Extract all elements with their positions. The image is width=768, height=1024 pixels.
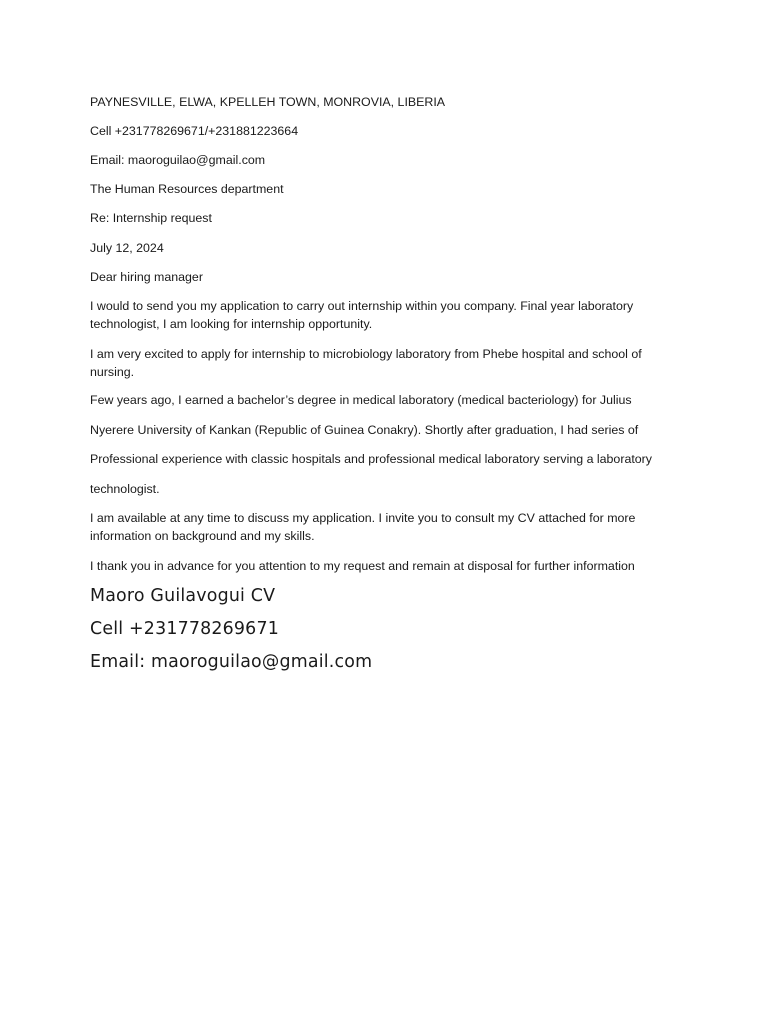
paragraph-background-line: technologist. bbox=[90, 481, 160, 496]
paragraph-background-line: Professional experience with classic hospitals and professional medical laboratory serving a laboratory bbox=[90, 452, 652, 466]
paragraph-intro: I would to send you my application to carry out internship within you company. Final year laboratory technologist, I am looking for internship opportunity. bbox=[90, 299, 634, 331]
paragraph-background bbox=[90, 386, 680, 504]
sender-email: Email: maoroguilao@gmail.com bbox=[90, 153, 266, 167]
cv-cell: Cell +231778269671 bbox=[90, 619, 279, 639]
sender-cell: Cell +231778269671/+231881223664 bbox=[90, 124, 299, 138]
sender-address: PAYNESVILLE, ELWA, KPELLEH TOWN, MONROVIA, LIBERIA bbox=[90, 95, 446, 109]
subject-line: Re: Internship request bbox=[90, 211, 212, 225]
paragraph-availability: I am available at any time to discuss my application. I invite you to consult my CV attached for more information on background and my skills. bbox=[90, 511, 636, 543]
recipient: The Human Resources department bbox=[90, 182, 284, 196]
letter-date: July 12, 2024 bbox=[90, 241, 164, 255]
paragraph-motivation: I am very excited to apply for internship to microbiology laboratory from Phebe hospital and school of nursing. bbox=[90, 347, 642, 379]
paragraph-background-line: Few years ago, I earned a bachelor’s degree in medical laboratory (medical bacteriology) for Julius bbox=[90, 393, 632, 407]
salutation: Dear hiring manager bbox=[90, 270, 203, 284]
paragraph-closing: I thank you in advance for you attention to my request and remain at disposal for further information bbox=[90, 559, 635, 573]
cv-name: Maoro Guilavogui CV bbox=[90, 586, 276, 606]
cv-email: Email: maoroguilao@gmail.com bbox=[90, 652, 373, 672]
paragraph-background-line: Nyerere University of Kankan (Republic of Guinea Conakry). Shortly after graduation, I had series of bbox=[90, 422, 639, 437]
